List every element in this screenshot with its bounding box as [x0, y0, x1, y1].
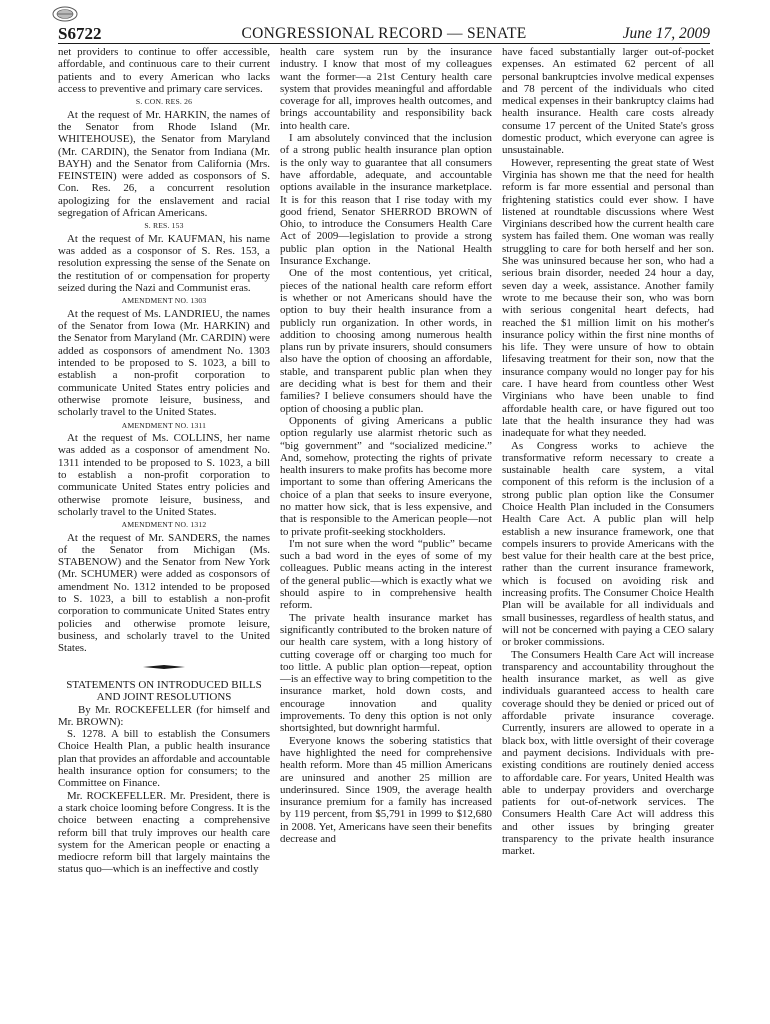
paragraph: I'm not sure when the word “public” became such a bad word in the eyes of some of my colleagues. Public means acting in the interest of the general public—which is exactly what we should aspire to in comprehensive health reform.	[280, 537, 492, 612]
header-rule	[58, 43, 710, 44]
measure-heading: S. RES. 153	[144, 221, 184, 231]
section-heading: STATEMENTS ON INTRODUCED BILLS AND JOINT RESOLUTIONS	[66, 678, 262, 704]
text-column-3	[502, 46, 714, 858]
paragraph: One of the most contentious, yet critical, pieces of the national health care reform effort is whether or not Americans should have the option to buy their health insurance from a publicly run organization. In other words, in addition to choosing among numerous health plans run by private insurers, should consumers also have the option of choosing an affordable, stable, and transparent public plan when they are deciding what is best for them and their families? I believe consumers should have the option of choosing a public plan.	[280, 267, 492, 415]
paragraph: At the request of Ms. COLLINS, her name was added as a cosponsor of amendment No. 1311 intended to be proposed to S. 1023, a bill to establish a non-profit corporation to communicate United States entry policies and otherwise promote leisure, business, and scholarly travel to the United States.	[58, 432, 270, 518]
publication-date: June 17, 2009	[622, 25, 710, 42]
paragraph: health care system run by the insurance industry. I know that most of my colleagues want the former—a 21st Century health care system that provides meaningful and affordable coverage for all, improves health outcomes, and brings accountability and responsibility back into health care.	[280, 46, 492, 132]
gpo-seal-icon	[52, 6, 78, 22]
paragraph: have faced substantially larger out-of-pocket expenses. An estimated 62 percent of all personal bankruptcies involve medical expenses and 78 percent of the individuals who cited medical expenses in their bankruptcy claims had health insurance. Health care costs already consume 17 percent of the United State's gross domestic product, which everyone can agree is unsustainable.	[502, 46, 714, 157]
paragraph: S. 1278. A bill to establish the Consumers Choice Health Plan, a public health insurance plan that provides an affordable and accountable health insurance option for consumers; to the Committee on Finance.	[58, 728, 270, 790]
paragraph: At the request of Mr. HARKIN, the names of the Senator from Rhode Island (Mr. WHITEHOUSE), the Senator from Maryland (Mr. CARDIN), the Senator from Indiana (Mr. BAYH) and the Senator from California (Mrs. FEINSTEIN) were added as cosponsors of S. Con. Res. 26, a concurrent resolution apologizing for the enslavement and racial segregation of African Americans.	[58, 108, 270, 220]
measure-heading: AMENDMENT NO. 1303	[121, 296, 207, 306]
section-separator	[143, 665, 185, 669]
paragraph: At the request of Mr. SANDERS, the names of the Senator from Michigan (Ms. STABENOW) and the Senator from New York (Mr. SCHUMER) were added as cosponsors of amendment No. 1312 intended to be proposed to S. 1023, a bill to establish a non-profit corporation to communicate United States entry policies and otherwise promote leisure, business, and scholarly travel to the United States.	[58, 531, 270, 655]
paragraph: Mr. ROCKEFELLER. Mr. President, there is a stark choice looming before Congress. It is the choice between enacting a comprehensive reform bill that truly improves our health care system for the American people or enacting a mediocre reform bill that largely maintains the status quo—which is an ineffective and costly	[58, 789, 270, 876]
page-number: S6722	[58, 24, 102, 43]
bill-byline: By Mr. ROCKEFELLER (for himself and Mr. BROWN):	[58, 703, 270, 728]
paragraph: I am absolutely convinced that the inclusion of a strong public health insurance plan option is the only way to guarantee that all consumers have affordable, adequate, and accountable options available in the insurance marketplace. It is for this reason that I rise today with my good friend, Senator SHERROD BROWN of Ohio, to introduce the Consumers Health Care Act of 2009—legislation to provide a strong public plan option in the National Health Insurance Exchange.	[280, 132, 492, 268]
paragraph: The Consumers Health Care Act will increase transparency and accountability throughout the health insurance market, as well as give individuals guaranteed access to health care coverage should they be denied or priced out of affordable private insurance coverage. Currently, insurers are allowed to operate in a black box, with little oversight of their coverage and payment decisions. Individuals with pre-existing conditions are routinely denied access to affordable care. For years, United Health was able to underpay providers and overcharge patients for out-of-network services. The Consumers Health Care Act will address this and other issues by bringing greater transparency to the private health insurance market.	[502, 648, 714, 858]
paragraph: Opponents of giving Americans a public option regularly use alarmist rhetoric such as “big government” and “socialized medicine.” And, somehow, protecting the rights of private health insurers to make profits has become more important to some than offering Americans the choice of a plan that seeks to insure everyone, no matter how sick, that is less expensive, and that is responsible to the American people—not to private profit-seeking stockholders.	[280, 414, 492, 538]
page-header	[58, 24, 710, 44]
text-column-1	[58, 46, 270, 876]
paragraph: Everyone knows the sobering statistics that have highlighted the need for comprehensive health reform. More than 45 million Americans are uninsured and another 25 million are underinsured. Since 1909, the average health insurance premium for a family has increased by 119 percent, from $5,791 in 1999 to $12,680 in 2008. Yet, Americans have seen their benefits decrease and	[280, 734, 492, 845]
paragraph: As Congress works to achieve the transformative reform necessary to create a sustainable health care system, a vital component of this reform is the inclusion of a strong public plan option like the Consumer Choice Health Plan included in the Consumers Health Care Act. A public plan will help establish a new insurance framework, one that compels insurers to provide Americans with the best value for their health care at the best price, rather than the current insurance framework, which is focused on avoiding risk and increasing profits. The Consumer Choice Health Plan will be available for all individuals and small businesses, regardless of health status, and will not be concerned with paying a CEO salary or broker commissions.	[502, 439, 714, 649]
measure-heading: S. CON. RES. 26	[135, 97, 193, 107]
measure-heading: AMENDMENT NO. 1312	[121, 520, 207, 530]
paragraph: The private health insurance market has significantly contributed to the broken nature of our health care system, with a long history of cutting coverage off or charging too much for too little. A public plan option—repeat, option—is an effective way to bring competition to the insurance market, hold down costs, and encourage innovation and quality improvements. To deny this option is not only shortsighted, but downright harmful.	[280, 611, 492, 735]
measure-heading: AMENDMENT NO. 1311	[121, 420, 207, 430]
paragraph: At the request of Ms. LANDRIEU, the names of the Senator from Iowa (Mr. HARKIN) and the Senator from Maryland (Mr. CARDIN) were added as cosponsors of amendment No. 1303 intended to be proposed to S. 1023, a bill to establish a non-profit corporation to communicate United States entry policies and otherwise promote leisure, business, and scholarly travel to the United States.	[58, 307, 271, 419]
paragraph: net providers to continue to offer accessible, affordable, and continuous care to their current patients and to every American who lacks access to preventive and primary care services.	[58, 46, 270, 95]
publication-title: CONGRESSIONAL RECORD — SENATE	[241, 25, 527, 42]
paragraph: At the request of Mr. KAUFMAN, his name was added as a cosponsor of S. Res. 153, a resolution expressing the sense of the Senate on the restitution of or compensation for property seized during the Nazi and Communist eras.	[58, 232, 270, 295]
text-column-2	[280, 46, 492, 845]
paragraph: However, representing the great state of West Virginia has shown me that the need for health reform is far more essential and personal than frightening statistics could ever show. I have listened at roundtable discussions where West Virginians described how the current health care system has failed them. One woman was really struggling to care for both herself and her son. She was uninsured because her son, who had a serious brain disorder, needed 24 hour a day, seven day a week, assistance. Another family wrote to me because their son, who was born with serious congenital heart defects, had reached the $1 million limit on his mother's insurance policy within the first nine months of his life. They were unsure of how to obtain lifesaving treatment for their son, now that the insurance company would no longer pay for his care. I have heard from countless other West Virginians who have been unable to find affordable health care, or have figured out too late that the health insurance they had was inadequate for what they needed.	[502, 156, 714, 440]
